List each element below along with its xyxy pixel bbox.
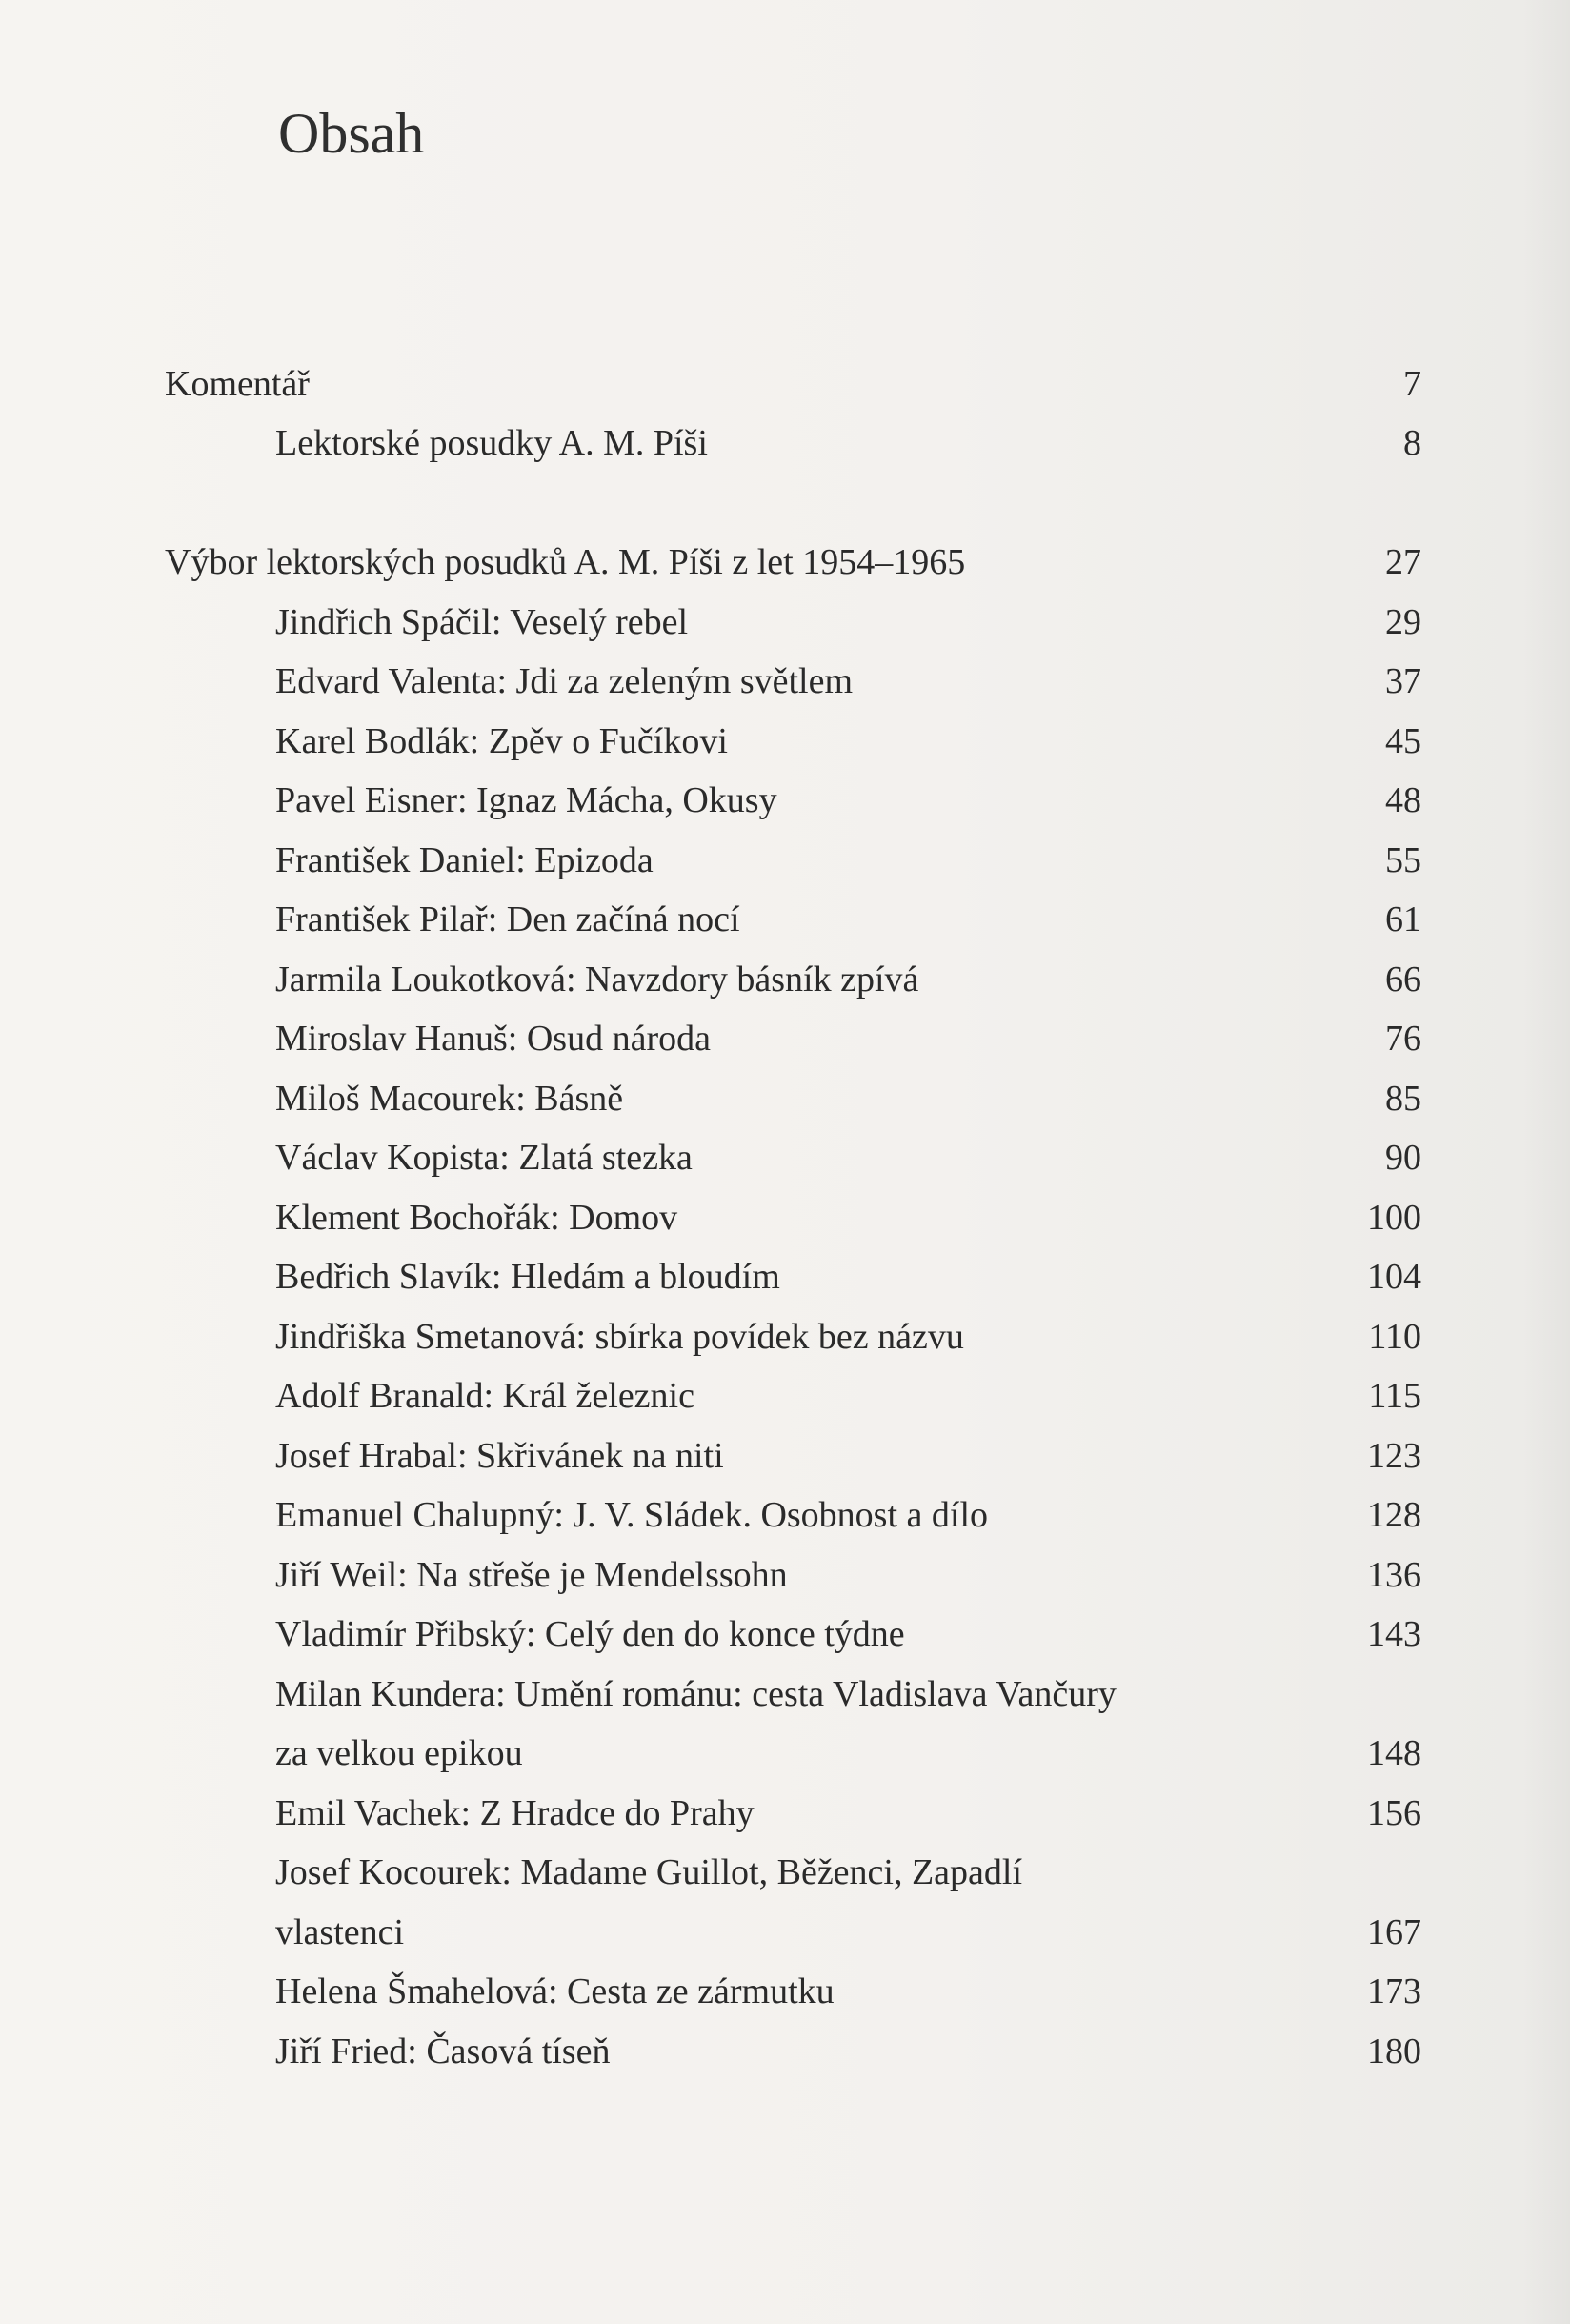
toc-entry-label: Vladimír Přibský: Celý den do konce týdne (275, 1614, 905, 1654)
toc-page-number: 29 (1385, 602, 1421, 642)
toc-entry (0, 1548, 1570, 1602)
toc-entry (0, 1429, 1570, 1483)
toc-entry-label: Miloš Macourek: Básně (275, 1079, 624, 1119)
toc-entry-label: Pavel Eisner: Ignaz Mácha, Okusy (275, 780, 777, 820)
toc-entry-label: František Daniel: Epizoda (275, 840, 654, 880)
toc-entry (0, 596, 1570, 649)
toc-entry (0, 1488, 1570, 1542)
toc-entry (0, 1310, 1570, 1364)
toc-entry-label: Lektorské posudky A. M. Píši (275, 423, 708, 463)
toc-entry (0, 1250, 1570, 1303)
toc-entry (0, 953, 1570, 1006)
toc-entry (0, 834, 1570, 887)
toc-entry-label: Jiří Weil: Na střeše je Mendelssohn (275, 1555, 788, 1595)
toc-entry (0, 1965, 1570, 2018)
toc-entry (0, 1667, 1570, 1721)
toc-page-number: 45 (1385, 721, 1421, 761)
toc-entry-label: Adolf Branald: Král železnic (275, 1376, 694, 1416)
toc-page-number: 148 (1367, 1733, 1421, 1773)
toc-page-number: 7 (1403, 364, 1421, 404)
toc-entry (0, 1012, 1570, 1065)
toc-entry (0, 774, 1570, 827)
toc-page-number: 136 (1367, 1555, 1421, 1595)
toc-section-title: Výbor lektorských posudků A. M. Píši z let 1954–1965 (165, 542, 966, 582)
toc-entry-label-continuation: vlastenci (275, 1912, 405, 1952)
toc-page-number: 61 (1385, 899, 1421, 940)
toc-entry-label: Bedřich Slavík: Hledám a bloudím (275, 1257, 780, 1297)
toc-page-number: 115 (1368, 1376, 1421, 1416)
toc-page-number: 104 (1367, 1257, 1421, 1297)
toc-entry-label: Emanuel Chalupný: J. V. Sládek. Osobnost a dílo (275, 1495, 989, 1535)
toc-entry-label: Milan Kundera: Umění románu: cesta Vladislava Vančury (275, 1674, 1117, 1714)
toc-page-number: 85 (1385, 1079, 1421, 1119)
toc-page-number: 110 (1368, 1317, 1421, 1357)
toc-page-number: 90 (1385, 1138, 1421, 1178)
toc-entry-label: Josef Kocourek: Madame Guillot, Běženci, Zapadlí (275, 1852, 1023, 1892)
toc-entry-label: Václav Kopista: Zlatá stezka (275, 1138, 693, 1178)
toc-page-number: 37 (1385, 661, 1421, 701)
toc-page-number: 8 (1403, 423, 1421, 463)
toc-entry-label: Jiří Fried: Časová tíseň (275, 2031, 611, 2071)
toc-entry-label: Emil Vachek: Z Hradce do Prahy (275, 1793, 755, 1833)
toc-page-number: 167 (1367, 1912, 1421, 1952)
toc-page-number: 27 (1385, 542, 1421, 582)
toc-entry-continuation (0, 1906, 1570, 1959)
toc-entry-label: Jindřiška Smetanová: sbírka povídek bez názvu (275, 1317, 964, 1357)
toc-page-number: 66 (1385, 960, 1421, 1000)
toc-page-number: 48 (1385, 780, 1421, 820)
toc-section-komentar (0, 357, 1570, 411)
toc-entry (0, 715, 1570, 768)
toc-section-vybor (0, 536, 1570, 589)
toc-entry-continuation (0, 1727, 1570, 1780)
toc-entry (0, 416, 1570, 470)
toc-page-number: 180 (1367, 2031, 1421, 2071)
toc-entry (0, 1369, 1570, 1423)
toc-entry-label: Helena Šmahelová: Cesta ze zármutku (275, 1971, 835, 2011)
toc-entry (0, 1607, 1570, 1661)
toc-entry-label: Edvard Valenta: Jdi za zeleným světlem (275, 661, 854, 701)
toc-page-number: 156 (1367, 1793, 1421, 1833)
toc-entry-label: Karel Bodlák: Zpěv o Fučíkovi (275, 721, 728, 761)
toc-entry (0, 1131, 1570, 1184)
toc-entry-label: Klement Bochořák: Domov (275, 1198, 678, 1238)
toc-entry-label: František Pilař: Den začíná nocí (275, 899, 740, 940)
toc-entry-label: Josef Hrabal: Skřivánek na niti (275, 1436, 724, 1476)
toc-entry (0, 1191, 1570, 1244)
toc-entry-label-continuation: za velkou epikou (275, 1733, 523, 1773)
toc-entry-label: Miroslav Hanuš: Osud národa (275, 1019, 711, 1059)
toc-entry-label: Jarmila Loukotková: Navzdory básník zpívá (275, 960, 919, 1000)
toc-page-number: 55 (1385, 840, 1421, 880)
toc-entry (0, 893, 1570, 946)
toc-page-number: 76 (1385, 1019, 1421, 1059)
toc-section-title: Komentář (165, 364, 310, 404)
toc-page-number: 123 (1367, 1436, 1421, 1476)
toc-entry (0, 1072, 1570, 1125)
toc-entry (0, 2025, 1570, 2078)
toc-page-number: 173 (1367, 1971, 1421, 2011)
page-title: Obsah (278, 102, 425, 165)
toc-page-number: 128 (1367, 1495, 1421, 1535)
toc-entry (0, 1846, 1570, 1899)
toc-entry (0, 1787, 1570, 1840)
toc-entry-label: Jindřich Spáčil: Veselý rebel (275, 602, 689, 642)
toc-page-number: 143 (1367, 1614, 1421, 1654)
toc-entry (0, 655, 1570, 708)
toc-page-number: 100 (1367, 1198, 1421, 1238)
